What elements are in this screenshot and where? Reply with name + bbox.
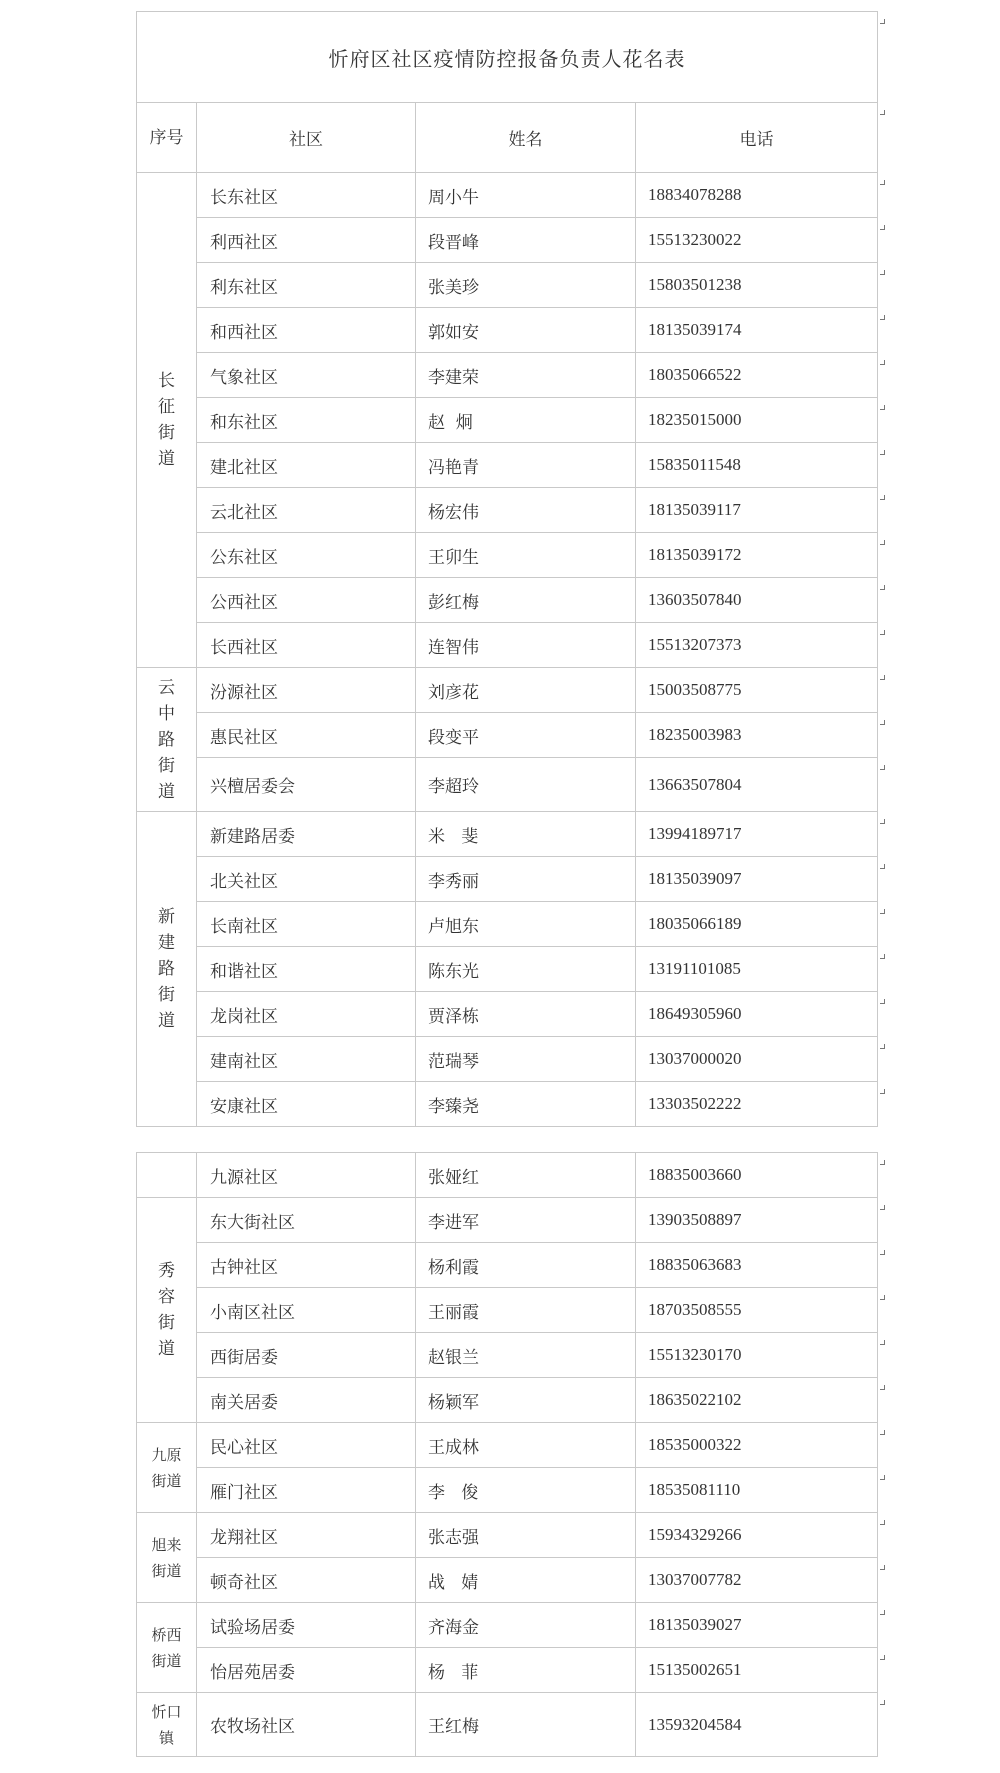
phone-cell: 18235003983	[636, 713, 878, 758]
table-row	[137, 713, 878, 758]
table-row	[137, 578, 878, 623]
phone-cell: 13903508897	[636, 1198, 878, 1243]
street-cell-changzheng: 长 征 街 道	[137, 173, 197, 668]
community-cell: 兴檀居委会	[197, 758, 416, 812]
street-cell-jiuyuan: 九原 街道	[137, 1423, 197, 1513]
community-cell: 云北社区	[197, 488, 416, 533]
name-cell: 李臻尧	[416, 1082, 636, 1127]
name-cell: 李建荣	[416, 353, 636, 398]
name-cell: 王卯生	[416, 533, 636, 578]
phone-cell: 18135039097	[636, 857, 878, 902]
paragraph-mark-icon	[880, 999, 886, 1005]
paragraph-mark-icon	[880, 630, 886, 636]
community-cell: 公东社区	[197, 533, 416, 578]
community-cell: 利东社区	[197, 263, 416, 308]
name-cell: 杨 菲	[416, 1648, 636, 1693]
header-phone: 电话	[636, 103, 878, 173]
street-cell-xulai: 旭来 街道	[137, 1513, 197, 1603]
paragraph-mark-icon	[880, 864, 886, 870]
phone-cell: 13037007782	[636, 1558, 878, 1603]
paragraph-mark-icon	[880, 1385, 886, 1391]
table-row	[137, 623, 878, 668]
table-row	[137, 992, 878, 1037]
community-cell: 公西社区	[197, 578, 416, 623]
table-row	[137, 1513, 878, 1558]
table-row	[137, 443, 878, 488]
phone-cell: 13603507840	[636, 578, 878, 623]
street-cell-xinkou: 忻口 镇	[137, 1693, 197, 1757]
table-row	[137, 1558, 878, 1603]
paragraph-mark-icon	[880, 180, 886, 186]
paragraph-mark-icon	[880, 1295, 886, 1301]
name-cell: 李进军	[416, 1198, 636, 1243]
header-row	[137, 103, 878, 173]
paragraph-mark-icon	[880, 540, 886, 546]
community-cell: 龙岗社区	[197, 992, 416, 1037]
phone-cell: 18703508555	[636, 1288, 878, 1333]
community-cell: 建南社区	[197, 1037, 416, 1082]
community-cell: 北关社区	[197, 857, 416, 902]
community-cell: 西街居委	[197, 1333, 416, 1378]
name-cell: 杨颖军	[416, 1378, 636, 1423]
phone-cell: 18035066189	[636, 902, 878, 947]
street-cell-xiurong: 秀 容 街 道	[137, 1198, 197, 1423]
table-row	[137, 353, 878, 398]
phone-cell: 18135039172	[636, 533, 878, 578]
name-cell: 李 俊	[416, 1468, 636, 1513]
phone-cell: 18649305960	[636, 992, 878, 1037]
community-cell: 龙翔社区	[197, 1513, 416, 1558]
community-cell: 试验场居委	[197, 1603, 416, 1648]
table-row	[137, 308, 878, 353]
name-cell: 赵银兰	[416, 1333, 636, 1378]
paragraph-mark-icon	[880, 1430, 886, 1436]
street-cell-yunzhonglu: 云 中 路 街 道	[137, 668, 197, 812]
table-row	[137, 758, 878, 812]
name-cell: 张志强	[416, 1513, 636, 1558]
community-cell: 长南社区	[197, 902, 416, 947]
header-community: 社区	[197, 103, 416, 173]
name-cell: 王红梅	[416, 1693, 636, 1757]
paragraph-mark-icon	[880, 1340, 886, 1346]
paragraph-mark-icon	[880, 405, 886, 411]
paragraph-mark-icon	[880, 909, 886, 915]
name-cell: 杨利霞	[416, 1243, 636, 1288]
paragraph-mark-icon	[880, 270, 886, 276]
table-title: 忻府区社区疫情防控报备负责人花名表	[137, 12, 878, 103]
community-cell: 利西社区	[197, 218, 416, 263]
community-cell: 长东社区	[197, 173, 416, 218]
table-row	[137, 812, 878, 857]
paragraph-mark-icon	[880, 450, 886, 456]
community-cell: 南关居委	[197, 1378, 416, 1423]
name-cell: 刘彦花	[416, 668, 636, 713]
table-row	[137, 857, 878, 902]
phone-cell: 13994189717	[636, 812, 878, 857]
phone-cell: 18635022102	[636, 1378, 878, 1423]
paragraph-mark-icon	[880, 360, 886, 366]
name-cell: 卢旭东	[416, 902, 636, 947]
community-cell: 东大街社区	[197, 1198, 416, 1243]
community-cell: 古钟社区	[197, 1243, 416, 1288]
community-cell: 惠民社区	[197, 713, 416, 758]
table-row	[137, 218, 878, 263]
name-cell: 段晋峰	[416, 218, 636, 263]
name-cell: 李超玲	[416, 758, 636, 812]
table-row	[137, 1423, 878, 1468]
phone-cell: 15513230022	[636, 218, 878, 263]
community-cell: 和东社区	[197, 398, 416, 443]
phone-cell: 15835011548	[636, 443, 878, 488]
phone-cell: 15513230170	[636, 1333, 878, 1378]
community-cell: 汾源社区	[197, 668, 416, 713]
phone-cell: 18834078288	[636, 173, 878, 218]
phone-cell: 13037000020	[636, 1037, 878, 1082]
community-cell: 怡居苑居委	[197, 1648, 416, 1693]
paragraph-mark-icon	[880, 1565, 886, 1571]
community-cell: 建北社区	[197, 443, 416, 488]
table-row	[137, 947, 878, 992]
name-cell: 彭红梅	[416, 578, 636, 623]
table-row	[137, 1648, 878, 1693]
community-cell: 顿奇社区	[197, 1558, 416, 1603]
paragraph-mark-icon	[880, 819, 886, 825]
phone-cell: 18535000322	[636, 1423, 878, 1468]
paragraph-mark-icon	[880, 1700, 886, 1706]
paragraph-mark-icon	[880, 1160, 886, 1166]
community-cell: 九源社区	[197, 1153, 416, 1198]
name-cell: 张娅红	[416, 1153, 636, 1198]
phone-cell: 18835063683	[636, 1243, 878, 1288]
table-row	[137, 1153, 878, 1198]
community-cell: 新建路居委	[197, 812, 416, 857]
name-cell: 齐海金	[416, 1603, 636, 1648]
phone-cell: 13191101085	[636, 947, 878, 992]
header-name: 姓名	[416, 103, 636, 173]
roster-table-page-1	[136, 11, 878, 1127]
community-cell: 长西社区	[197, 623, 416, 668]
community-cell: 小南区社区	[197, 1288, 416, 1333]
header-seq: 序号	[137, 103, 197, 173]
table-row	[137, 1037, 878, 1082]
paragraph-mark-icon	[880, 1089, 886, 1095]
paragraph-mark-icon	[880, 585, 886, 591]
phone-cell: 15513207373	[636, 623, 878, 668]
paragraph-mark-icon	[880, 1205, 886, 1211]
paragraph-mark-icon	[880, 675, 886, 681]
phone-cell: 15803501238	[636, 263, 878, 308]
phone-cell: 13303502222	[636, 1082, 878, 1127]
table-row	[137, 1082, 878, 1127]
name-cell: 范瑞琴	[416, 1037, 636, 1082]
phone-cell: 18035066522	[636, 353, 878, 398]
name-cell: 段变平	[416, 713, 636, 758]
paragraph-mark-icon	[880, 110, 886, 116]
roster-table-page-2	[136, 1152, 878, 1757]
table-row	[137, 1603, 878, 1648]
table-row	[137, 173, 878, 218]
name-cell: 李秀丽	[416, 857, 636, 902]
community-cell: 安康社区	[197, 1082, 416, 1127]
paragraph-mark-icon	[880, 1655, 886, 1661]
paragraph-mark-icon	[880, 1520, 886, 1526]
table-row	[137, 1333, 878, 1378]
community-cell: 雁门社区	[197, 1468, 416, 1513]
street-cell-empty	[137, 1153, 197, 1198]
name-cell: 王成林	[416, 1423, 636, 1468]
name-cell: 贾泽栋	[416, 992, 636, 1037]
paragraph-mark-icon	[880, 1610, 886, 1616]
community-cell: 农牧场社区	[197, 1693, 416, 1757]
name-cell: 冯艳青	[416, 443, 636, 488]
community-cell: 和西社区	[197, 308, 416, 353]
phone-cell: 18135039027	[636, 1603, 878, 1648]
name-cell: 杨宏伟	[416, 488, 636, 533]
community-cell: 和谐社区	[197, 947, 416, 992]
name-cell: 米 斐	[416, 812, 636, 857]
phone-cell: 18135039174	[636, 308, 878, 353]
phone-cell: 15003508775	[636, 668, 878, 713]
paragraph-mark-icon	[880, 315, 886, 321]
community-cell: 气象社区	[197, 353, 416, 398]
name-cell: 周小牛	[416, 173, 636, 218]
table-row	[137, 398, 878, 443]
street-cell-xinjianlu: 新 建 路 街 道	[137, 812, 197, 1127]
table-row	[137, 902, 878, 947]
paragraph-mark-icon	[880, 495, 886, 501]
phone-cell: 13663507804	[636, 758, 878, 812]
name-cell: 陈东光	[416, 947, 636, 992]
table-row	[137, 488, 878, 533]
name-cell: 王丽霞	[416, 1288, 636, 1333]
paragraph-mark-icon	[880, 954, 886, 960]
table-row	[137, 263, 878, 308]
phone-cell: 18135039117	[636, 488, 878, 533]
paragraph-mark-icon	[880, 1475, 886, 1481]
name-cell: 赵 炯	[416, 398, 636, 443]
street-cell-qiaoxi: 桥西 街道	[137, 1603, 197, 1693]
name-cell: 连智伟	[416, 623, 636, 668]
name-cell: 郭如安	[416, 308, 636, 353]
community-cell: 民心社区	[197, 1423, 416, 1468]
table-row	[137, 1693, 878, 1757]
paragraph-mark-icon	[880, 225, 886, 231]
paragraph-mark-icon	[880, 765, 886, 771]
table-row	[137, 1198, 878, 1243]
phone-cell: 18835003660	[636, 1153, 878, 1198]
name-cell: 张美珍	[416, 263, 636, 308]
table-row	[137, 1288, 878, 1333]
table-row	[137, 1468, 878, 1513]
phone-cell: 18535081110	[636, 1468, 878, 1513]
paragraph-mark-icon	[880, 1044, 886, 1050]
name-cell: 战 婧	[416, 1558, 636, 1603]
paragraph-mark-icon	[880, 1250, 886, 1256]
paragraph-mark-icon	[880, 19, 886, 25]
phone-cell: 15934329266	[636, 1513, 878, 1558]
phone-cell: 15135002651	[636, 1648, 878, 1693]
paragraph-mark-icon	[880, 720, 886, 726]
phone-cell: 13593204584	[636, 1693, 878, 1757]
table-row	[137, 1378, 878, 1423]
table-row	[137, 1243, 878, 1288]
table-row	[137, 668, 878, 713]
phone-cell: 18235015000	[636, 398, 878, 443]
table-row	[137, 533, 878, 578]
